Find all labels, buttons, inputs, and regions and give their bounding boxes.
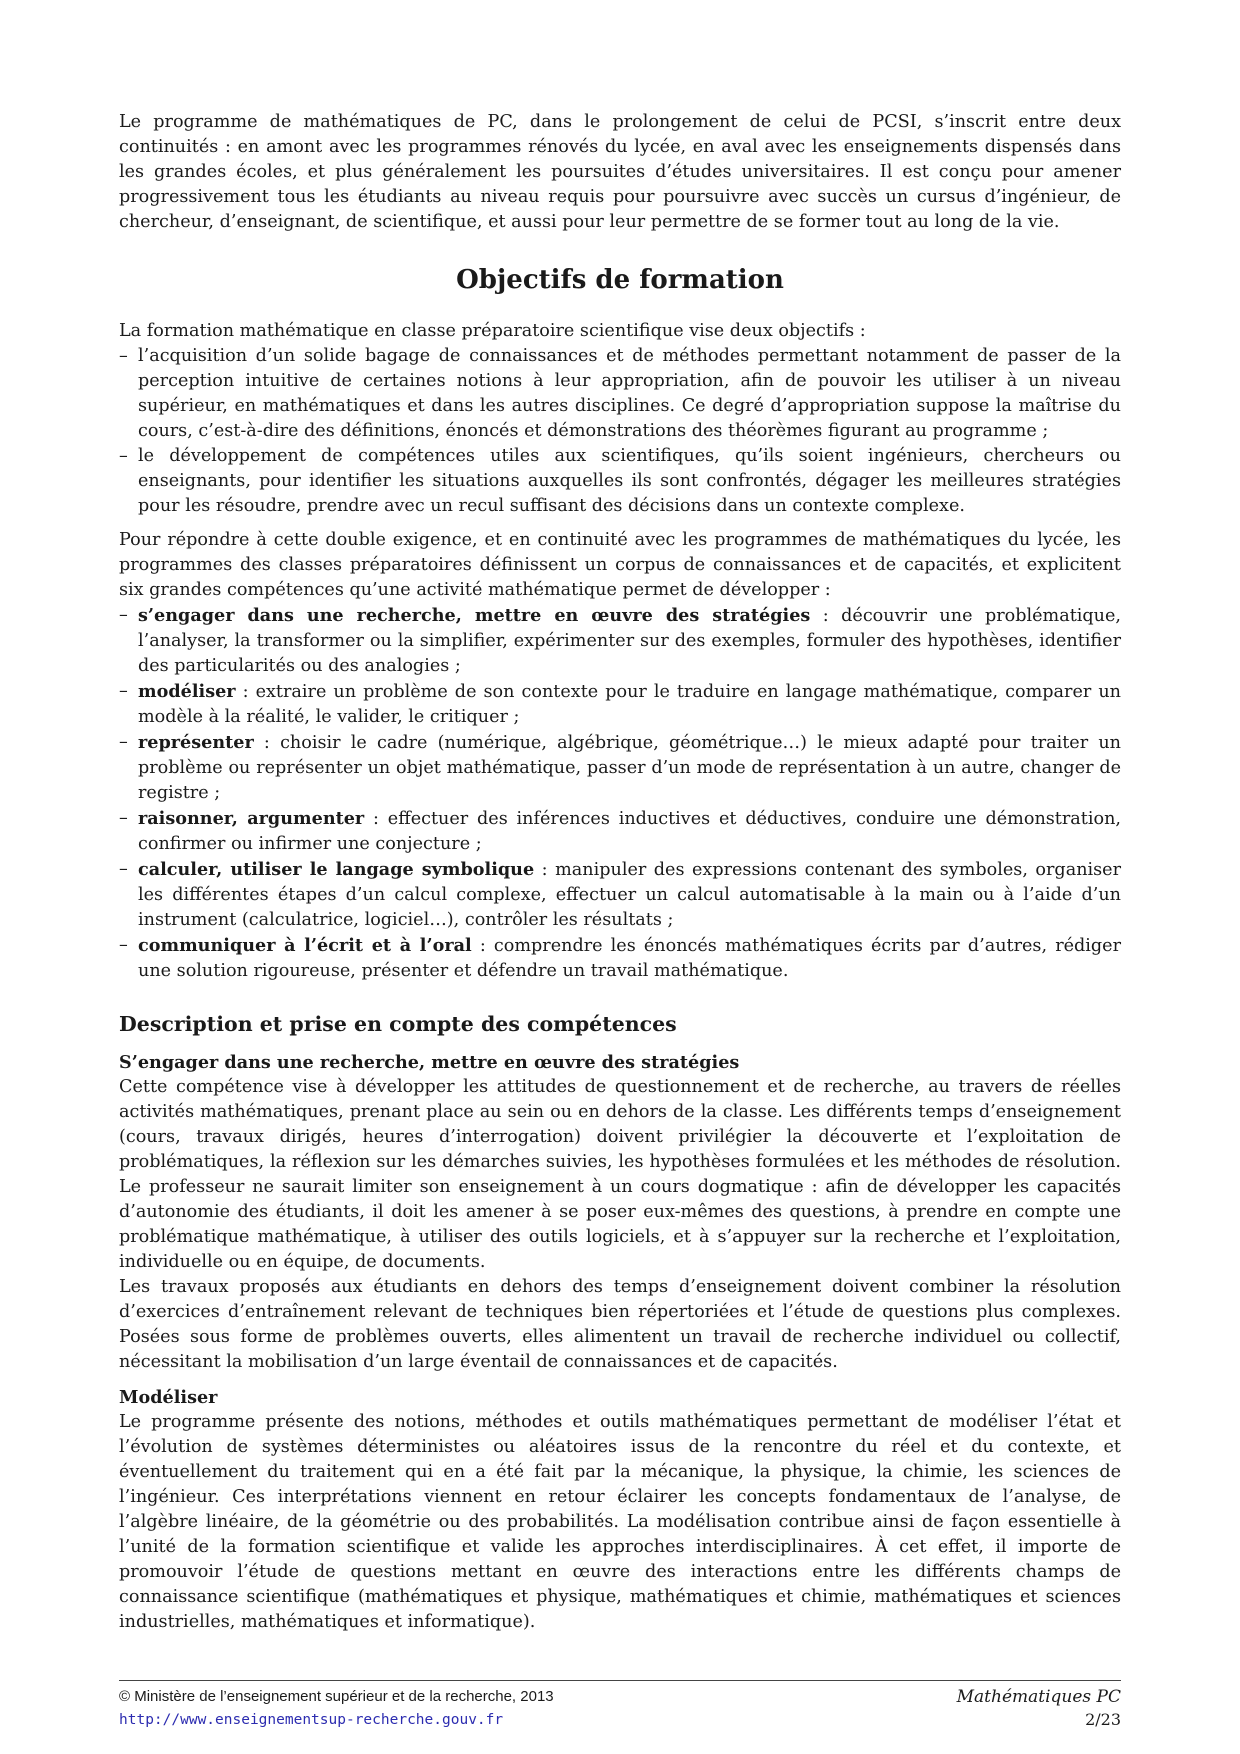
footer-subject: Mathématiques PC <box>956 1687 1121 1707</box>
objectifs-list <box>119 344 1121 519</box>
modeliser-paragraph: Le programme présente des notions, méthodes et outils mathématiques permettant de modéliser l’état et l’évolution de systèmes déterministes ou aléatoires issus de la rencontre du réel et du contexte, et éventuellement du traitement qui en a été fait par la mécanique, la physique, la chimie, les sciences de l’ingénieur. Ces interprétations viennent en retour éclairer les concepts fondamentaux de l’analyse, de l’algèbre linéaire, de la géométrie ou des probabilités. La modélisation contribue ainsi de façon essentielle à l’unité de la formation scientifique et valide les approches interdisciplinaires. À cet effet, il importe de promouvoir l’étude de questions mettant en œuvre des interactions entre les différents champs de connaissance scientifique (mathématiques et physique, mathématiques et chimie, mathématiques et sciences industrielles, mathématiques et informatique). <box>119 1412 1121 1632</box>
competence-term: représenter <box>138 732 254 753</box>
footer-page-number: 2/23 <box>1085 1710 1121 1729</box>
competence-desc: : extraire un problème de son contexte pour le traduire en langage mathématique, comparer un modèle à la réalité, le valider, le critiquer ; <box>138 682 1121 727</box>
competence-term: raisonner, argumenter <box>138 808 365 829</box>
footer-copyright: © Ministère de l’enseignement supérieur et de la recherche, 2013 <box>119 1688 554 1705</box>
engager-paragraph-1: Cette compétence vise à développer les attitudes de questionnement et de recherche, au travers de réelles activités mathématiques, prenant place au sein ou en dehors de la classe. Les différents temps d’enseignement (cours, travaux dirigés, heures d’interrogation) doivent privilégier la découverte et l’exploitation de problématiques, la réflexion sur les démarches suivies, les hypothèses formulées et les méthodes de résolution. Le professeur ne saurait limiter son enseignement à un cours dogmatique : afin de développer les capacités d’autonomie des étudiants, il doit les amener à se poser eux-mêmes des questions, à prendre en compte une problématique mathématique, à utiliser des outils logiciels, et à s’appuyer sur la recherche et l’exploitation, individuelle ou en équipe, de documents. <box>119 1077 1121 1272</box>
competence-term: modéliser <box>138 681 236 702</box>
competences-list <box>119 603 1121 984</box>
competence-term: calculer, utiliser le langage symbolique <box>138 859 535 880</box>
competence-item <box>119 806 1121 857</box>
competence-item <box>119 933 1121 984</box>
footer-url-link[interactable]: http://www.enseignementsup-recherche.gouv.fr <box>119 1712 504 1728</box>
competence-item <box>119 679 1121 730</box>
competence-desc: : choisir le cadre (numérique, algébrique, géométrique…) le mieux adapté pour traiter un problème ou représenter un objet mathématique, passer d’un mode de représentation à un autre, changer de registre ; <box>138 733 1121 803</box>
objectif-item: – l’acquisition d’un solide bagage de connaissances et de méthodes permettant notamment de passer de la perception intuitive de certaines notions à leur appropriation, afin de pouvoir les utiliser à un niveau supérieur, en mathématiques et dans les autres disciplines. Ce degré d’appropriation suppose la maîtrise du cours, c’est-à-dire des définitions, énoncés et démonstrations des théorèmes figurant au programme ; <box>119 344 1121 444</box>
paragraph-title-modeliser: Modéliser <box>119 1387 218 1408</box>
engager-paragraph-2: Les travaux proposés aux étudiants en dehors des temps d’enseignement doivent combiner la résolution d’exercices d’entraînement relevant de techniques bien répertoriées et l’étude de questions plus complexes. Posées sous forme de problèmes ouverts, elles alimentent un travail de recherche individuel ou collectif, nécessitant la mobilisation d’un large éventail de connaissances et de capacités. <box>119 1277 1121 1372</box>
section-title-objectifs: Objectifs de formation <box>456 265 784 295</box>
competence-desc: : comprendre les énoncés mathématiques écrits par d’autres, rédiger une solution rigoureuse, présenter et défendre un travail mathématique. <box>138 936 1121 981</box>
competence-term: communiquer à l’écrit et à l’oral <box>138 935 472 956</box>
objectifs-lead-2: Pour répondre à cette double exigence, et en continuité avec les programmes de mathématiques du lycée, les programmes des classes préparatoires définissent un corpus de connaissances et de capacités, et explicitent six grandes compétences qu’une activité mathématique permet de développer : <box>119 530 1121 600</box>
paragraph-title-engager: S’engager dans une recherche, mettre en œuvre des stratégies <box>119 1052 740 1073</box>
intro-paragraph: Le programme de mathématiques de PC, dans le prolongement de celui de PCSI, s’inscrit entre deux continuités : en amont avec les programmes rénovés du lycée, en aval avec les enseignements dispensés dans les grandes écoles, et plus généralement les poursuites d’études universitaires. Il est conçu pour amener progressivement tous les étudiants au niveau requis pour poursuivre avec succès un cursus d’ingénieur, de chercheur, d’enseignant, de scientifique, et aussi pour leur permettre de se former tout au long de la vie. <box>119 112 1121 232</box>
page-content <box>119 110 1121 1635</box>
competence-item <box>119 857 1121 933</box>
competence-item <box>119 730 1121 806</box>
objectifs-lead: La formation mathématique en classe préparatoire scientifique vise deux objectifs : <box>119 321 866 341</box>
subsection-title-description: Description et prise en compte des compétences <box>119 1012 677 1036</box>
page-footer <box>119 1680 1121 1731</box>
competence-item <box>119 603 1121 679</box>
competence-desc: : découvrir une problématique, l’analyser, la transformer ou la simplifier, expérimenter sur des exemples, formuler des hypothèses, identifier des particularités ou des analogies ; <box>138 606 1121 676</box>
competence-desc: : effectuer des inférences inductives et déductives, conduire une démonstration, confirmer ou infirmer une conjecture ; <box>138 809 1121 854</box>
competence-desc: : manipuler des expressions contenant des symboles, organiser les différentes étapes d’un calcul complexe, effectuer un calcul automatisable à la main ou à l’aide d’un instrument (calculatrice, logiciel…), contrôler les résultats ; <box>138 860 1121 930</box>
competence-term: s’engager dans une recherche, mettre en œuvre des stratégies <box>138 605 811 626</box>
objectif-item: – le développement de compétences utiles aux scientifiques, qu’ils soient ingénieurs, chercheurs ou enseignants, pour identifier les situations auxquelles ils sont confrontés, dégager les meilleures stratégies pour les résoudre, prendre avec un recul suffisant des décisions dans un contexte complexe. <box>119 444 1121 519</box>
